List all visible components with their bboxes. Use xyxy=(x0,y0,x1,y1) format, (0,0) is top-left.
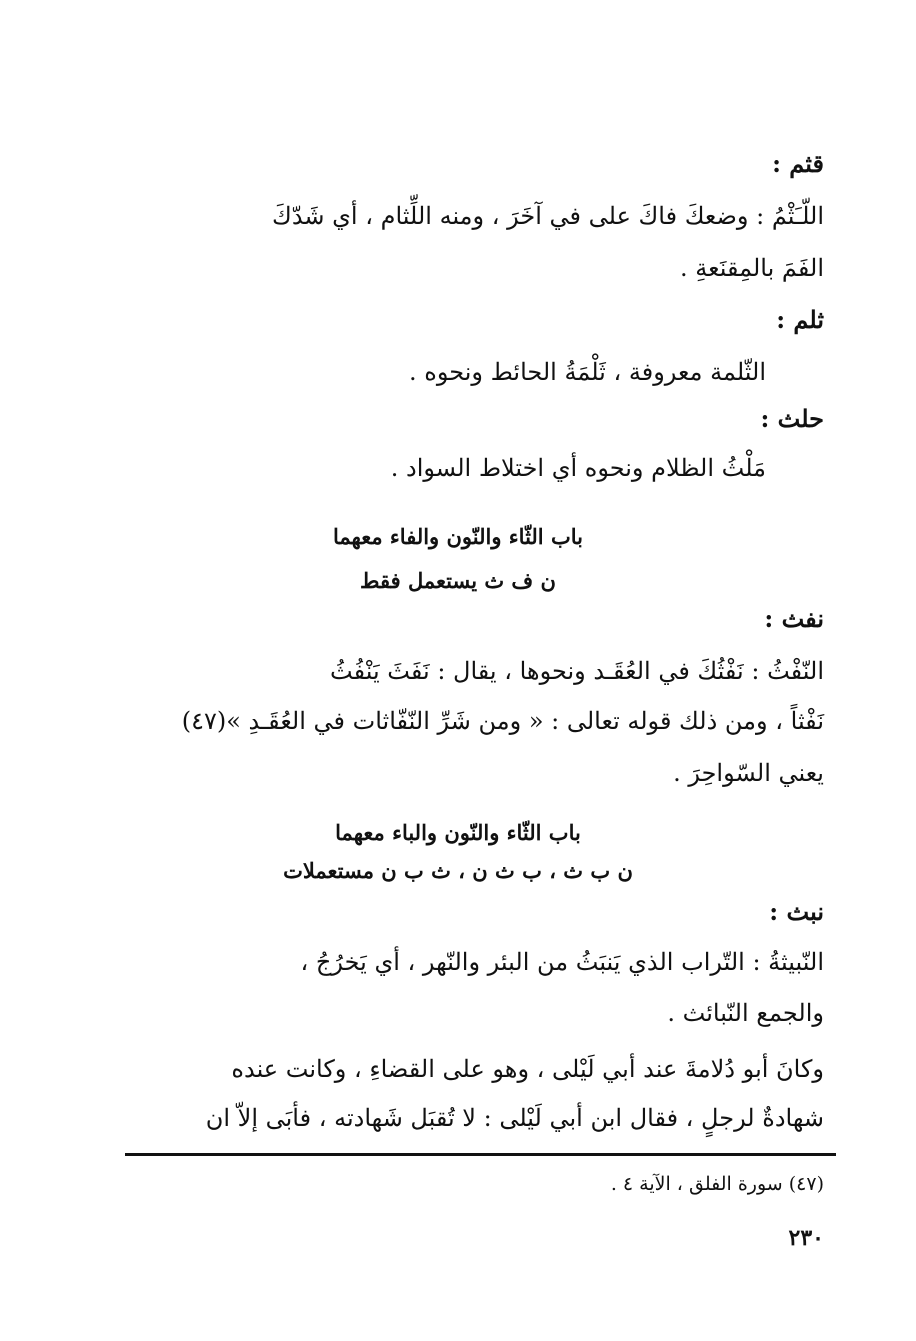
entry-nbth-line-3: وكانَ أبو دُلامةَ عند أبي لَيْلى ، وهو على القضاءِ ، وكانت عنده xyxy=(231,1055,824,1083)
entry-head-hlth: حلث : xyxy=(760,404,824,433)
section-title-tnb: باب الثّاء والنّون والباء معهما xyxy=(335,820,581,845)
entry-nbth-line-2: والجمع النّبائث . xyxy=(667,999,824,1027)
section-subtitle-tnf: ن ف ث يستعمل فقط xyxy=(360,568,556,593)
page-number: ٢٣٠ xyxy=(788,1225,824,1251)
entry-nbth-line-1: النّبيثةُ : التّراب الذي يَنبَثُ من البئر والنّهر ، أي يَخرُجُ ، xyxy=(300,948,824,976)
entry-head-nbth: نبث : xyxy=(769,897,824,926)
footnote-47: (٤٧) سورة الفلق ، الآية ٤ . xyxy=(610,1173,824,1195)
entry-qthm-line-2: الفَمَ بالمِقنَعةِ . xyxy=(680,254,824,282)
entry-head-nfth: نفث : xyxy=(764,604,824,633)
entry-head-thlm: ثلم : xyxy=(776,305,824,334)
entry-thlm-line-1: الثّلمة معروفة ، ثَلْمَةُ الحائط ونحوه . xyxy=(408,358,766,386)
entry-qthm-line-1: اللّـَثْمُ : وضعكَ فاكَ على في آخَرَ ، ومنه اللِّثام ، أي شَدّكَ xyxy=(272,202,824,230)
section-title-tnf: باب الثّاء والنّون والفاء معهما xyxy=(333,524,583,549)
footnote-rule xyxy=(125,1153,836,1156)
entry-nbth-line-4: شهادةٌ لرجلٍ ، فقال ابن أبي لَيْلى : لا تُقبَل شَهادته ، فأبَى إلاّ ان xyxy=(205,1104,824,1132)
entry-nfth-line-3: يعني السّواحِرَ . xyxy=(673,759,824,787)
entry-head-qthm: قثم : xyxy=(772,149,824,178)
entry-hlth-line-1: مَلْثُ الظلام ونحوه أي اختلاط السواد . xyxy=(390,454,766,482)
entry-nfth-line-2: نَفْثاً ، ومن ذلك قوله تعالى : « ومن شَرِّ النّفّاثات في العُقَـدِ »(٤٧) xyxy=(181,707,824,735)
section-subtitle-tnb: ن ب ث ، ب ث ن ، ث ب ن مستعملات xyxy=(283,858,633,883)
entry-nfth-line-1: النّفْثُ : نَفْثُكَ في العُقَـد ونحوها ، يقال : نَفَثَ يَنْفُثُ xyxy=(330,657,824,685)
